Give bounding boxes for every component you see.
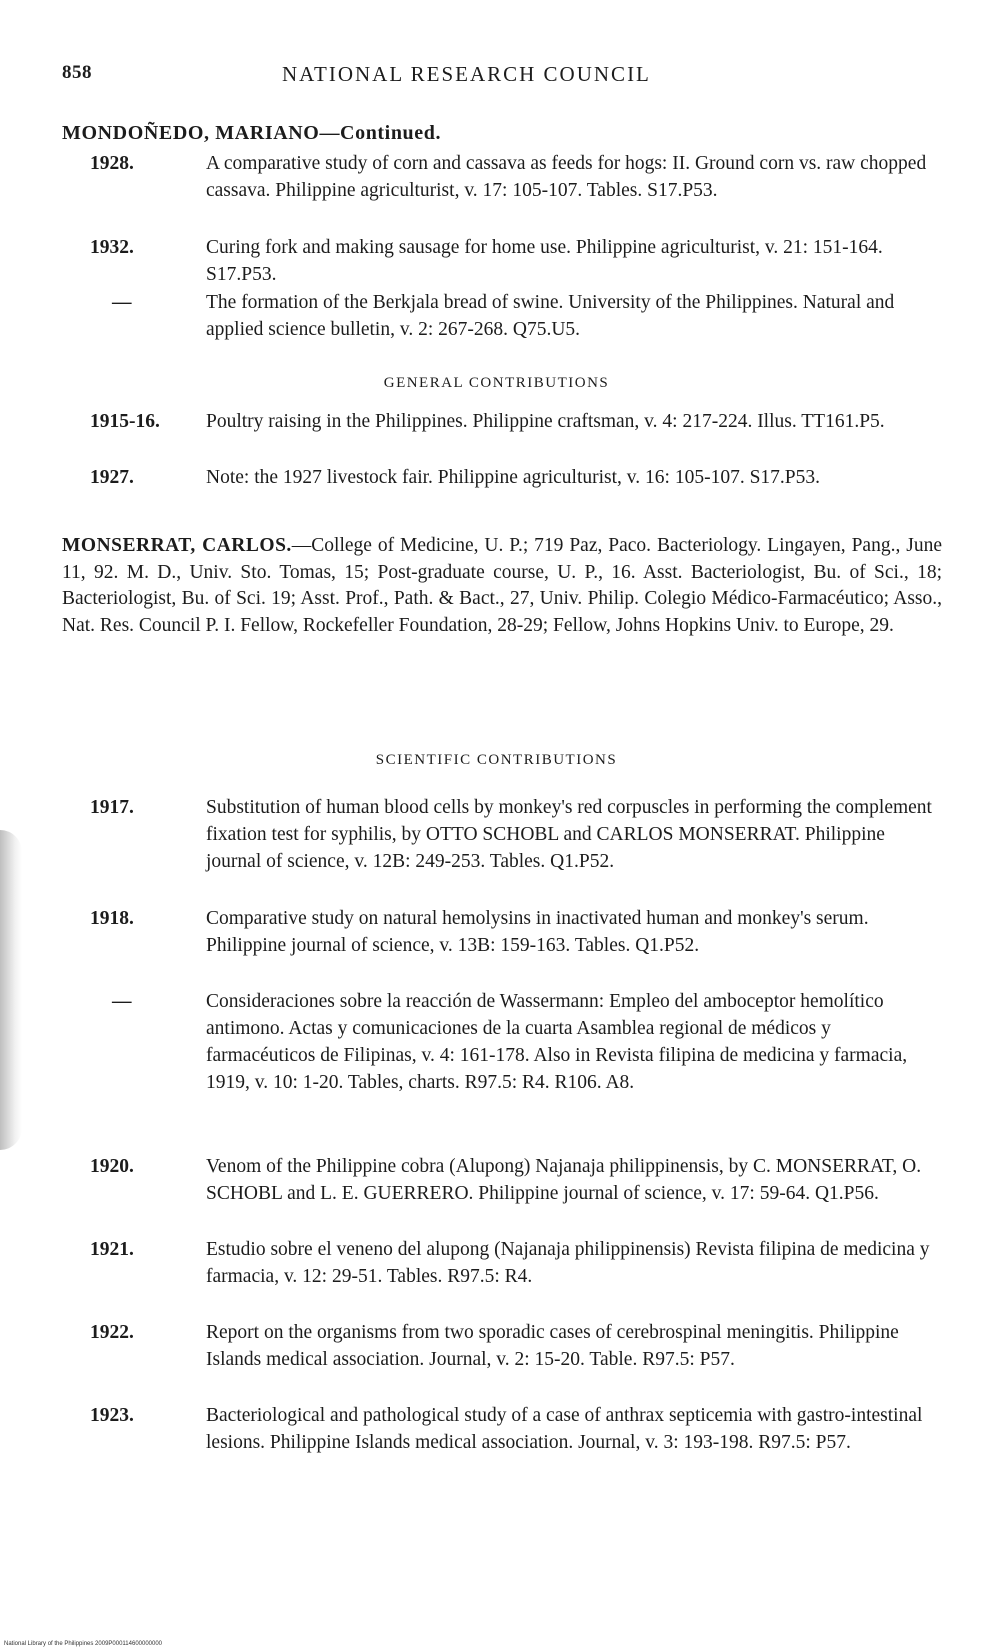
running-head [62, 62, 913, 92]
entry-text: Curing fork and making sausage for home use. Philippine agriculturist, v. 21: 151-164. S17.P53. [206, 237, 883, 285]
section-heading-general: GENERAL CONTRIBUTIONS [383, 375, 610, 391]
entry-year: 1923. [90, 1405, 134, 1426]
entry-year: 1920. [90, 1156, 134, 1177]
bibliography-entry [90, 794, 940, 875]
bibliography-entry [90, 234, 940, 288]
entry-year: 1915-16. [90, 411, 160, 432]
entry-dash: — [112, 991, 132, 1012]
entry-text: The formation of the Berkjala bread of swine. University of the Philippines. Natural and applied science bulletin, v. 2: 267-268. Q75.U5. [206, 292, 895, 340]
entry-dash: — [112, 292, 132, 313]
entry-year: 1932. [90, 237, 134, 258]
entry-year: 1918. [90, 908, 134, 929]
bibliography-entry [90, 988, 940, 1096]
bibliography-entry [90, 1402, 940, 1456]
entry-year: 1921. [90, 1239, 134, 1260]
entry-text: Consideraciones sobre la reacción de Wassermann: Empleo del amboceptor hemolítico antimono. Actas y comunicaciones de la cuarta Asamblea regional de médicos y farmacéuticos de Filipinas, v. 4: 161-178. Also in Revista filipina de medicina y farmacia, 1919, v. 10: 1-20. Tables, charts. R97.5: R4. R106. A8. [206, 991, 908, 1093]
biography-text: —College of Medicine, U. P.; 719 Paz, Paco. Bacteriology. Lingayen, Pang., June 11, 92. M. D., Univ. Sto. Tomas, 15; Post-graduate course, U. P., 16. Asst. Bacteriologist, Bu. of Sci., 18; Bacteriologist, Bu. of Sci. 19; Asst. Prof., Path. & Bact., 27, Univ. Philip. Colegio Médico-Farmacéutico; Asso., Nat. Res. Council P. I. Fellow, Rockefeller Foundation, 28-29; Fellow, Johns Hopkins Univ. to Europe, 29. [62, 535, 942, 636]
page-number: 858 [62, 62, 92, 83]
entry-text: Poultry raising in the Philippines. Philippine craftsman, v. 4: 217-224. Illus. TT161.P5. [206, 411, 885, 432]
author-biography-monserrat [62, 533, 942, 639]
entry-text: Substitution of human blood cells by monkey's red corpuscles in performing the complement fixation test for syphilis, by OTTO SCHOBL and CARLOS MONSERRAT. Philippine journal of science, v. 12B: 249-253. Tables. Q1.P52. [206, 797, 932, 872]
running-title: NATIONAL RESEARCH COUNCIL [282, 62, 651, 86]
entry-year: 1927. [90, 467, 134, 488]
bibliography-entry [90, 1236, 940, 1290]
bibliography-entry [90, 464, 940, 491]
entry-text: A comparative study of corn and cassava as feeds for hogs: II. Ground corn vs. raw chopped cassava. Philippine agriculturist, v. 17: 105-107. Tables. S17.P53. [206, 153, 927, 201]
bibliography-entry [90, 408, 940, 435]
bibliography-entry [90, 289, 940, 343]
author-heading-mondonedo: MONDOÑEDO, MARIANO—Continued. [62, 122, 442, 144]
entry-text: Estudio sobre el veneno del alupong (Najanaja philippinensis) Revista filipina de medicina y farmacia, v. 12: 29-51. Tables. R97.5: R4. [206, 1239, 930, 1287]
bibliography-entry [90, 150, 940, 204]
bibliography-entry [90, 1153, 940, 1207]
bibliography-entry [90, 1319, 940, 1373]
scan-footer: National Library of the Philippines 2009P000114600000000 [4, 1641, 163, 1647]
author-name-monserrat: MONSERRAT, CARLOS. [62, 535, 292, 556]
entry-text: Comparative study on natural hemolysins in inactivated human and monkey's serum. Philippine journal of science, v. 13B: 159-163. Tables. Q1.P52. [206, 908, 869, 956]
binding-shadow [0, 830, 22, 1150]
entry-year: 1922. [90, 1322, 134, 1343]
entry-text: Bacteriological and pathological study of a case of anthrax septicemia with gastro-intestinal lesions. Philippine Islands medical association. Journal, v. 3: 193-198. R97.5: P57. [206, 1405, 923, 1453]
entry-year: 1928. [90, 153, 134, 174]
entry-text: Note: the 1927 livestock fair. Philippine agriculturist, v. 16: 105-107. S17.P53. [206, 467, 821, 488]
section-heading-scientific: SCIENTIFIC CONTRIBUTIONS [375, 752, 618, 768]
entry-text: Report on the organisms from two sporadic cases of cerebrospinal meningitis. Philippine Islands medical association. Journal, v. 2: 15-20. Table. R97.5: P57. [206, 1322, 899, 1370]
bibliography-entry [90, 905, 940, 959]
entry-year: 1917. [90, 797, 134, 818]
entry-text: Venom of the Philippine cobra (Alupong) Najanaja philippinensis, by C. MONSERRAT, O. SCHOBL and L. E. GUERRERO. Philippine journal of science, v. 17: 59-64. Q1.P56. [206, 1156, 922, 1204]
